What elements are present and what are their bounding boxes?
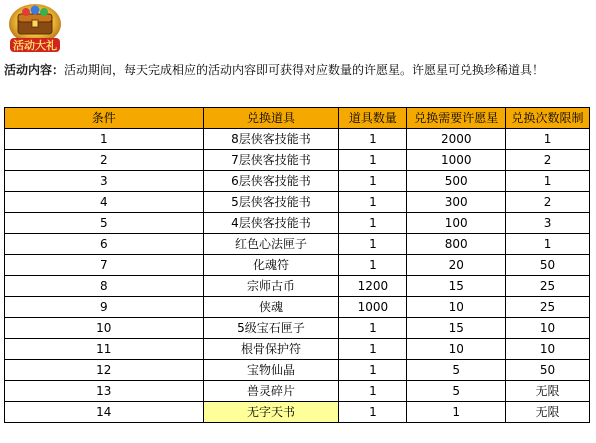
logo-text: 活动大礼 <box>13 39 57 52</box>
cell-condition: 1 <box>5 129 204 150</box>
cell-stars: 1 <box>407 402 506 423</box>
cell-stars: 300 <box>407 192 506 213</box>
cell-condition: 4 <box>5 192 204 213</box>
table-row <box>5 276 590 297</box>
header-exchange-limit: 兑换次数限制 <box>506 108 590 129</box>
cell-limit: 1 <box>506 234 590 255</box>
cell-item: 化魂符 <box>203 255 339 276</box>
header-quantity: 道具数量 <box>339 108 407 129</box>
cell-item: 宝物仙晶 <box>203 360 339 381</box>
cell-stars: 100 <box>407 213 506 234</box>
cell-quantity: 1 <box>339 150 407 171</box>
table-row <box>5 402 590 423</box>
cell-stars: 5 <box>407 381 506 402</box>
cell-condition: 3 <box>5 171 204 192</box>
cell-condition: 10 <box>5 318 204 339</box>
cell-stars: 15 <box>407 276 506 297</box>
cell-quantity: 1 <box>339 381 407 402</box>
exchange-table <box>4 107 590 423</box>
table-row <box>5 255 590 276</box>
cell-condition: 13 <box>5 381 204 402</box>
table-row <box>5 318 590 339</box>
cell-quantity: 1 <box>339 360 407 381</box>
cell-item: 根骨保护符 <box>203 339 339 360</box>
cell-condition: 9 <box>5 297 204 318</box>
header-stars-required: 兑换需要许愿星 <box>407 108 506 129</box>
cell-quantity: 1 <box>339 192 407 213</box>
cell-item: 4层侠客技能书 <box>203 213 339 234</box>
cell-limit: 1 <box>506 171 590 192</box>
table-row <box>5 171 590 192</box>
cell-stars: 20 <box>407 255 506 276</box>
cell-stars: 15 <box>407 318 506 339</box>
header-condition: 条件 <box>5 108 204 129</box>
cell-item: 5层侠客技能书 <box>203 192 339 213</box>
description-lead: 活动内容： <box>4 63 65 77</box>
cell-condition: 7 <box>5 255 204 276</box>
description-text: 活动期间，每天完成相应的活动内容即可获得对应数量的许愿星。许愿星可兑换珍稀道具！ <box>64 63 545 77</box>
cell-stars: 500 <box>407 171 506 192</box>
cell-stars: 2000 <box>407 129 506 150</box>
cell-limit: 1 <box>506 129 590 150</box>
cell-limit: 无限 <box>506 381 590 402</box>
table-row <box>5 381 590 402</box>
cell-stars: 1000 <box>407 150 506 171</box>
table-row <box>5 129 590 150</box>
cell-stars: 800 <box>407 234 506 255</box>
cell-item: 8层侠客技能书 <box>203 129 339 150</box>
cell-item-highlighted: 无字天书 <box>203 402 339 423</box>
table-row <box>5 192 590 213</box>
table-row <box>5 150 590 171</box>
cell-limit: 25 <box>506 297 590 318</box>
cell-quantity: 1 <box>339 255 407 276</box>
cell-condition: 8 <box>5 276 204 297</box>
table-row <box>5 213 590 234</box>
cell-limit: 50 <box>506 255 590 276</box>
cell-condition: 11 <box>5 339 204 360</box>
cell-condition: 6 <box>5 234 204 255</box>
cell-limit: 2 <box>506 192 590 213</box>
cell-condition: 2 <box>5 150 204 171</box>
event-logo <box>4 2 66 54</box>
cell-limit: 2 <box>506 150 590 171</box>
cell-item: 红色心法匣子 <box>203 234 339 255</box>
cell-item: 6层侠客技能书 <box>203 171 339 192</box>
cell-quantity: 1 <box>339 213 407 234</box>
cell-quantity: 1 <box>339 318 407 339</box>
table-row <box>5 360 590 381</box>
cell-limit: 10 <box>506 339 590 360</box>
cell-quantity: 1 <box>339 129 407 150</box>
cell-limit: 10 <box>506 318 590 339</box>
event-description <box>4 60 592 80</box>
cell-item: 兽灵碎片 <box>203 381 339 402</box>
cell-stars: 10 <box>407 339 506 360</box>
cell-condition: 14 <box>5 402 204 423</box>
cell-quantity: 1000 <box>339 297 407 318</box>
cell-item: 侠魂 <box>203 297 339 318</box>
cell-quantity: 1 <box>339 171 407 192</box>
table-row <box>5 297 590 318</box>
cell-limit: 25 <box>506 276 590 297</box>
table-row <box>5 339 590 360</box>
cell-item: 5级宝石匣子 <box>203 318 339 339</box>
cell-quantity: 1 <box>339 339 407 360</box>
cell-item: 7层侠客技能书 <box>203 150 339 171</box>
cell-limit: 3 <box>506 213 590 234</box>
cell-limit: 50 <box>506 360 590 381</box>
cell-stars: 10 <box>407 297 506 318</box>
header-item: 兑换道具 <box>203 108 339 129</box>
cell-condition: 5 <box>5 213 204 234</box>
cell-limit: 无限 <box>506 402 590 423</box>
cell-stars: 5 <box>407 360 506 381</box>
cell-quantity: 1 <box>339 402 407 423</box>
cell-item: 宗师古币 <box>203 276 339 297</box>
table-header-row <box>5 108 590 129</box>
cell-quantity: 1200 <box>339 276 407 297</box>
table-row <box>5 234 590 255</box>
cell-quantity: 1 <box>339 234 407 255</box>
cell-condition: 12 <box>5 360 204 381</box>
